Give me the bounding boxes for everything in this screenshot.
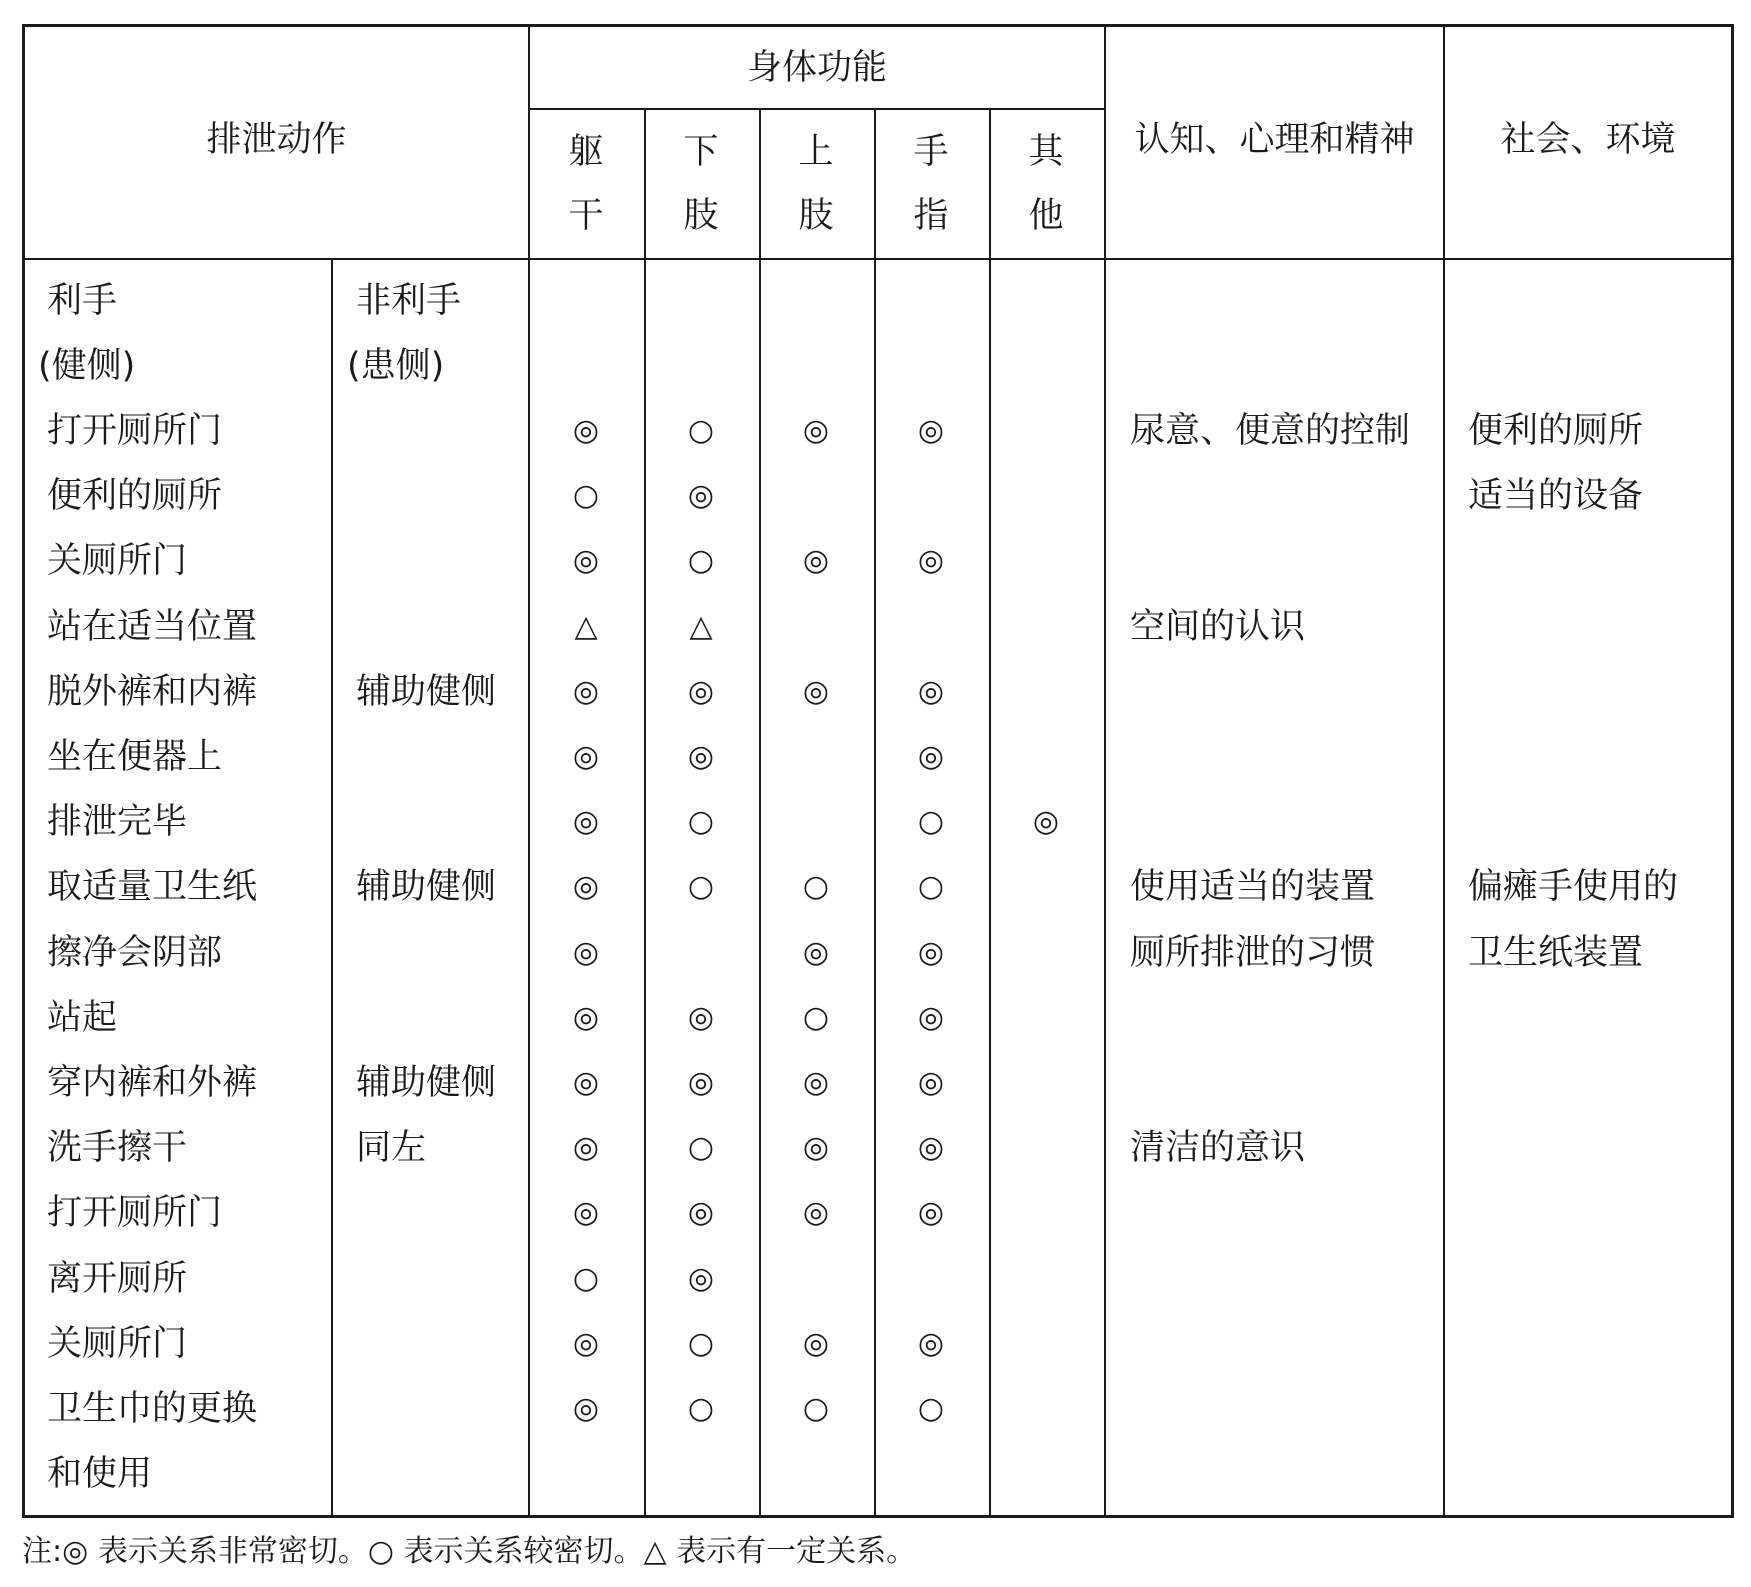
row-assist: 同左 [356,1128,427,1169]
legend-note: 注:◎ 表示关系非常密切。○ 表示关系较密切。△ 表示有一定关系。 [22,1534,917,1569]
row-mark: ◎ [572,804,600,840]
col-head-3-bottom: 肢 [798,196,834,236]
row-mark: ◎ [802,1130,830,1166]
col-divider-4 [989,109,991,1518]
header-social: 社会、环境 [1500,120,1676,160]
row-social: 卫生纸装置 [1468,932,1644,973]
row-mark: ◎ [687,1260,715,1296]
row-mark: ○ [687,869,715,905]
row-mark: ◎ [802,673,830,709]
sub-dominant: 利手 [47,281,118,321]
row-mark: ◎ [572,1065,600,1100]
row-mark: ○ [687,1325,715,1361]
row-action: 关厕所门 [47,541,188,582]
sub-nondominant-note: (患侧) [347,346,445,386]
row-mark: ◎ [917,673,945,709]
row-action: 站在适当位置 [47,606,258,647]
row-social: 适当的设备 [1468,476,1644,517]
row-action: 打开厕所门 [47,1193,223,1234]
row-social: 偏瘫手使用的 [1468,867,1679,908]
row-mark: ◎ [572,1195,600,1231]
row-assist: 辅助健侧 [356,867,497,908]
row-mark: ◎ [1032,804,1060,840]
col-divider-assist [331,259,333,1518]
row-mark: ◎ [687,673,715,709]
col-divider-action [528,24,530,1518]
row-action: 便利的厕所 [47,476,223,517]
row-mark: ◎ [917,1065,945,1100]
row-mark: ○ [802,999,830,1035]
row-action: 离开厕所 [47,1258,188,1299]
body-header-divider [528,108,1104,110]
header-action: 排泄动作 [206,120,347,160]
row-mark: ○ [687,1391,715,1426]
row-action: 坐在便器上 [47,737,223,777]
col-divider-cognition [1443,24,1445,1518]
row-mark: ◎ [802,413,830,448]
row-mark: ◎ [687,739,715,774]
row-mark: ◎ [572,1325,600,1361]
row-social: 便利的厕所 [1468,411,1644,451]
row-mark: △ [689,608,713,644]
row-mark: ◎ [572,934,600,970]
row-action: 站起 [47,997,118,1038]
row-action: 擦净会阴部 [47,932,223,973]
row-mark: ◎ [917,1130,945,1166]
col-head-2-top: 下 [683,132,719,172]
sub-dominant-note: (健侧) [38,346,136,386]
col-head-1-bottom: 干 [568,196,604,236]
row-mark: ○ [802,869,830,905]
col-divider-3 [874,109,876,1518]
row-mark: ◎ [802,1195,830,1231]
row-cognition: 清洁的意识 [1130,1128,1306,1169]
row-cognition: 空间的认识 [1130,606,1306,647]
row-mark: ◎ [572,1130,600,1166]
col-head-5-bottom: 他 [1028,196,1064,236]
row-action: 排泄完毕 [47,802,188,843]
row-mark: ◎ [687,1195,715,1231]
row-mark: ◎ [917,543,945,579]
row-mark: ◎ [917,1195,945,1231]
row-mark: ◎ [572,543,600,579]
sub-nondominant: 非利手 [356,281,462,321]
col-divider-1 [644,109,646,1518]
row-mark: ◎ [917,934,945,970]
header-bottom-line [22,258,1734,260]
col-head-2-bottom: 肢 [683,196,719,236]
row-action: 取适量卫生纸 [47,867,258,908]
row-action: 卫生巾的更换 [47,1389,258,1429]
row-action: 洗手擦干 [47,1128,188,1169]
col-head-5-top: 其 [1028,132,1064,172]
row-mark: ◎ [572,413,600,448]
header-body-function: 身体功能 [746,48,887,88]
col-head-4-bottom: 指 [913,196,949,236]
row-mark: ◎ [917,999,945,1035]
row-mark: ○ [687,413,715,448]
row-action: 脱外裤和内裤 [47,671,258,712]
row-mark: ◎ [917,739,945,774]
row-cognition: 尿意、便意的控制 [1130,411,1411,451]
row-mark: ◎ [572,673,600,709]
row-mark: ◎ [687,999,715,1035]
row-action: 和使用 [47,1454,153,1495]
row-action: 关厕所门 [47,1323,188,1364]
row-assist: 辅助健侧 [356,1063,497,1103]
row-action: 穿内裤和外裤 [47,1063,258,1103]
row-mark: ◎ [917,1325,945,1361]
row-mark: ○ [802,1391,830,1426]
row-mark: ◎ [572,1391,600,1426]
col-head-4-top: 手 [913,132,949,172]
row-cognition: 使用适当的装置 [1130,867,1376,908]
row-mark: ◎ [572,999,600,1035]
row-mark: ◎ [917,413,945,448]
row-mark: ◎ [572,869,600,905]
row-mark: ○ [917,1391,945,1426]
row-action: 打开厕所门 [47,411,223,451]
header-cognition: 认知、心理和精神 [1134,120,1415,160]
row-mark: ○ [572,478,600,514]
row-mark: ○ [687,543,715,579]
col-divider-body [1104,24,1106,1518]
table-frame [22,24,1734,1518]
row-mark: ◎ [687,478,715,514]
row-mark: ○ [917,869,945,905]
col-divider-2 [759,109,761,1518]
col-head-3-top: 上 [798,132,834,172]
row-cognition: 厕所排泄的习惯 [1130,932,1376,973]
row-mark: ◎ [802,934,830,970]
row-assist: 辅助健侧 [356,671,497,712]
row-mark: ○ [687,1130,715,1166]
row-mark: ◎ [802,1065,830,1100]
row-mark: ○ [572,1260,600,1296]
row-mark: ◎ [572,739,600,774]
row-mark: △ [574,608,598,644]
row-mark: ◎ [802,1325,830,1361]
row-mark: ○ [687,804,715,840]
row-mark: ◎ [802,543,830,579]
row-mark: ◎ [687,1065,715,1100]
row-mark: ○ [917,804,945,840]
col-head-1-top: 躯 [568,132,604,172]
